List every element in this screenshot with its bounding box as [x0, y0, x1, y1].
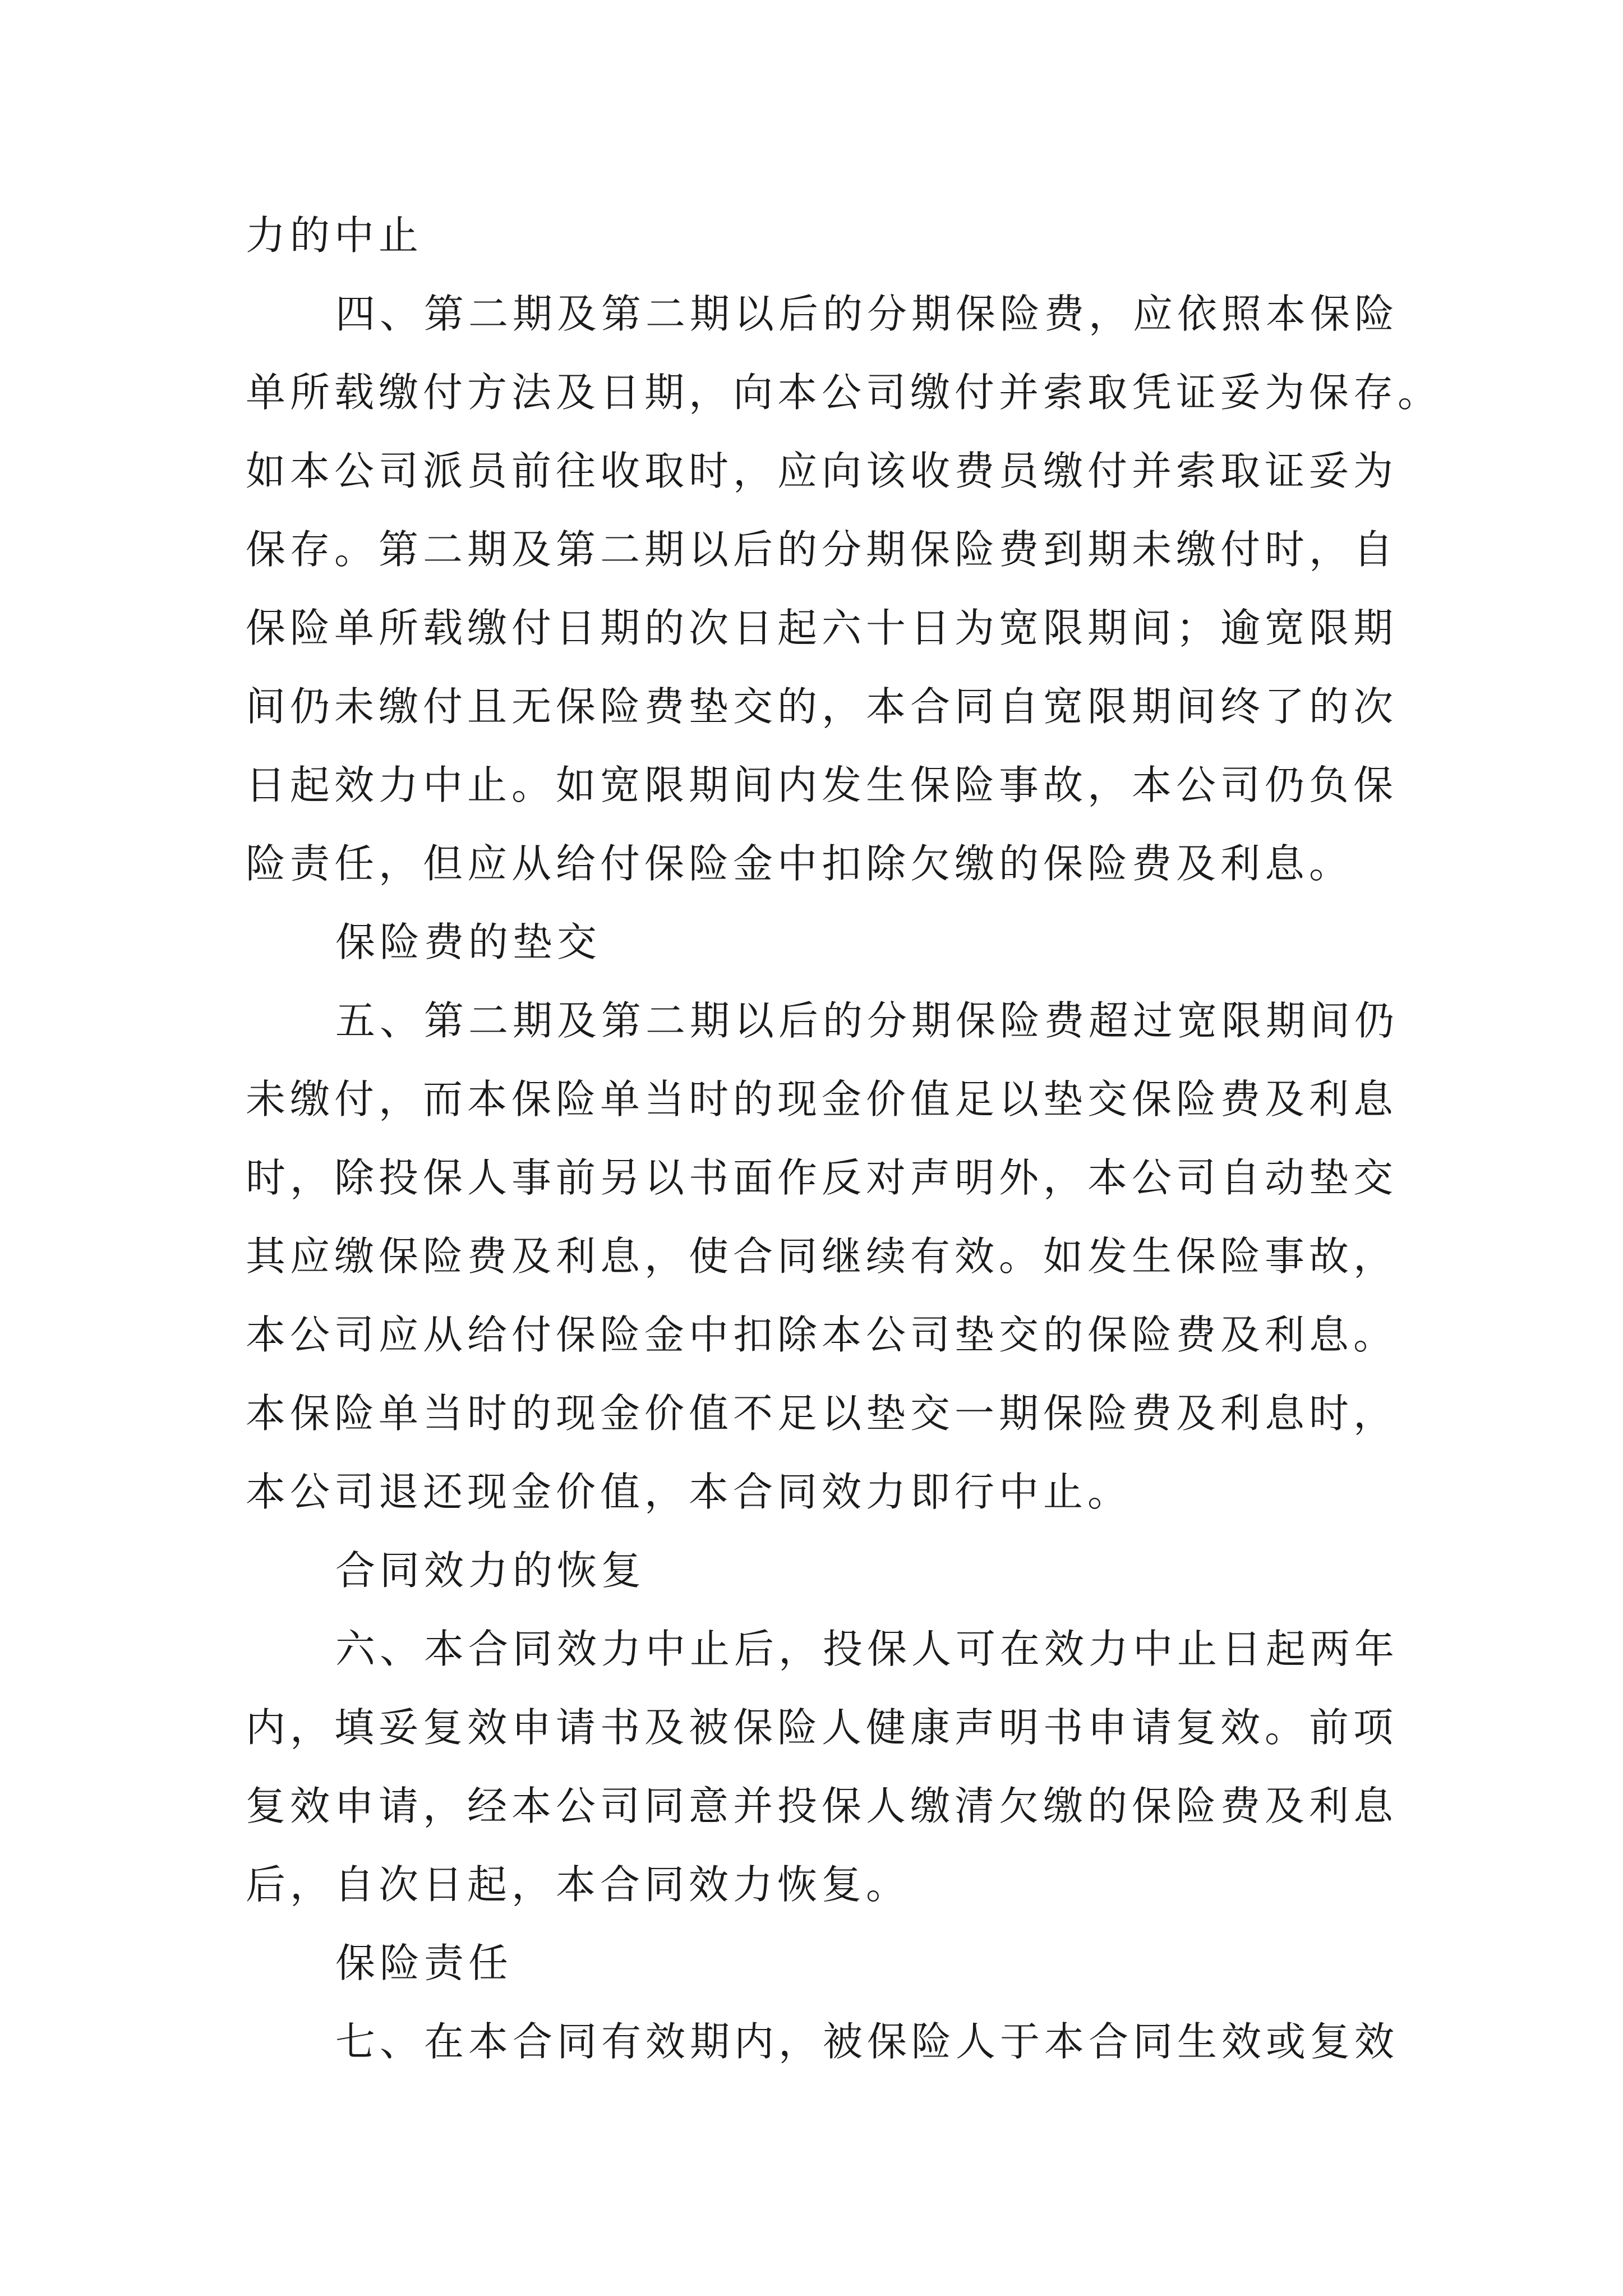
section-heading-premium-advance: 保险费的垫交: [335, 919, 602, 965]
text-line-2: 四、第二期及第二期以后的分期保险费，应依照本保险: [335, 291, 1399, 337]
text-line-4: 如本公司派员前往收取时，应向该收费员缴付并索取证妥为: [246, 448, 1398, 494]
text-line-21: 复效申请，经本公司同意并投保人缴清欠缴的保险费及利息: [246, 1783, 1398, 1829]
text-line-7: 间仍未缴付且无保险费垫交的，本合同自宽限期间终了的次: [246, 683, 1398, 730]
section-heading-reinstatement: 合同效力的恢复: [335, 1547, 646, 1594]
text-line-1: 力的中止: [246, 212, 423, 259]
section-heading-liability: 保险责任: [335, 1940, 513, 1986]
text-line-12: 未缴付，而本保险单当时的现金价值足以垫交保险费及利息: [246, 1076, 1398, 1122]
text-line-3: 单所载缴付方法及日期，向本公司缴付并索取凭证妥为保存。: [246, 369, 1442, 416]
text-line-14: 其应缴保险费及利息，使合同继续有效。如发生保险事故，: [246, 1233, 1398, 1280]
text-line-15: 本公司应从给付保险金中扣除本公司垫交的保险费及利息。: [246, 1312, 1398, 1358]
text-line-9: 险责任，但应从给付保险金中扣除欠缴的保险费及利息。: [246, 840, 1354, 887]
text-line-17: 本公司退还现金价值，本合同效力即行中止。: [246, 1469, 1132, 1515]
text-line-11: 五、第二期及第二期以后的分期保险费超过宽限期间仍: [335, 997, 1399, 1044]
text-line-22: 后，自次日起，本合同效力恢复。: [246, 1861, 911, 1908]
text-line-5: 保存。第二期及第二期以后的分期保险费到期未缴付时，自: [246, 526, 1398, 573]
text-line-16: 本保险单当时的现金价值不足以垫交一期保险费及利息时，: [246, 1390, 1398, 1437]
text-line-6: 保险单所载缴付日期的次日起六十日为宽限期间；逾宽限期: [246, 605, 1398, 651]
text-line-13: 时，除投保人事前另以书面作反对声明外，本公司自动垫交: [246, 1154, 1398, 1201]
text-line-8: 日起效力中止。如宽限期间内发生保险事故，本公司仍负保: [246, 762, 1398, 808]
text-line-24: 七、在本合同有效期内，被保险人于本合同生效或复效: [335, 2018, 1399, 2065]
text-line-20: 内，填妥复效申请书及被保险人健康声明书申请复效。前项: [246, 1704, 1398, 1751]
text-line-19: 六、本合同效力中止后，投保人可在效力中止日起两年: [335, 1626, 1399, 1672]
